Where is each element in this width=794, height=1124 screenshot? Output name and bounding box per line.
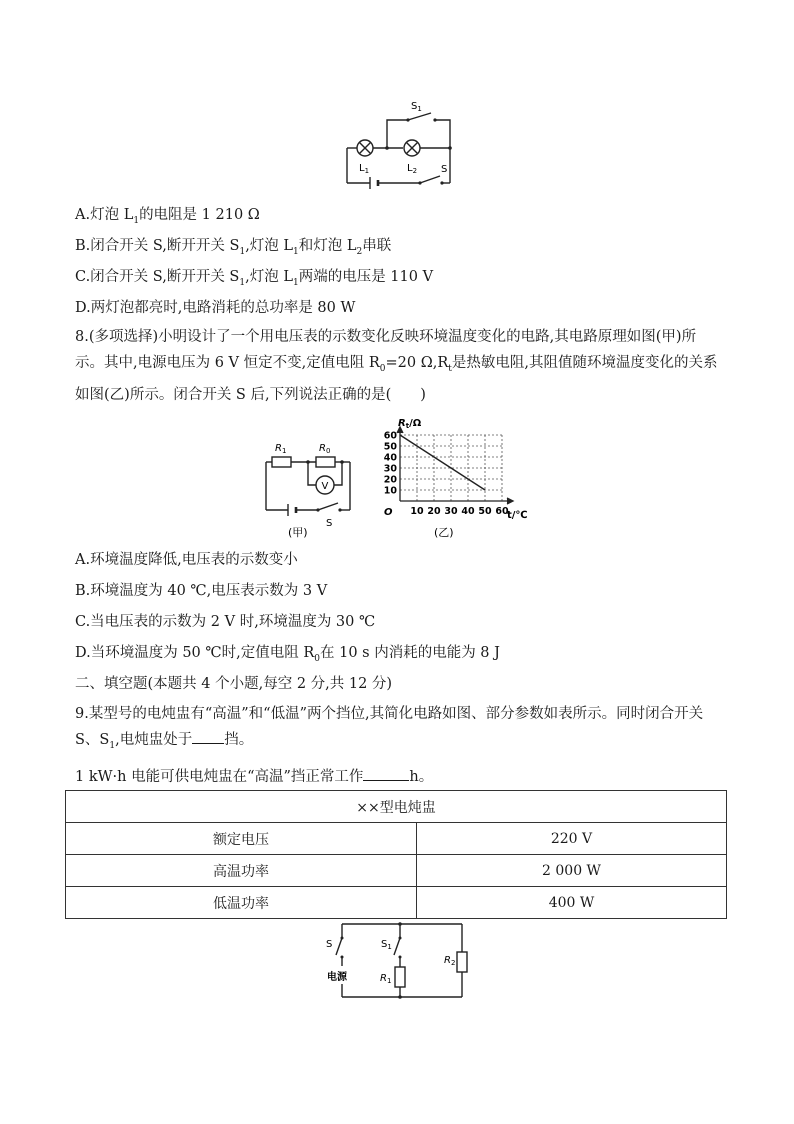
- table-row: [66, 823, 727, 855]
- chart-series-line: [400, 435, 485, 490]
- table-row: [66, 855, 727, 887]
- q8-option-b: B.环境温度为 40 ℃,电压表示数为 3 V: [75, 583, 328, 599]
- chart-y-tick-label: 60: [383, 430, 397, 442]
- q7-option-d: D.两灯泡都亮时,电路消耗的总功率是 80 W: [75, 300, 356, 316]
- chart-x-tick-label: 30: [444, 506, 458, 517]
- circuit-diagram-jia: [258, 432, 368, 537]
- label-r0: $R_0$: [319, 443, 331, 455]
- label-switch: S: [326, 518, 333, 529]
- table-cell: 低温功率: [66, 887, 417, 919]
- table-cell: 2 000 W: [417, 855, 727, 887]
- label-r1: $R_1$: [380, 973, 392, 985]
- chart-y-tick-label: 30: [383, 463, 397, 475]
- q9-line2: 1 kW·h 电能可供电炖盅在“高温”挡正常工作 h。: [75, 766, 433, 787]
- caption-yi: (乙): [434, 526, 454, 539]
- label-r1: $R_1$: [275, 443, 287, 455]
- q8-option-a: A.环境温度降低,电压表的示数变小: [75, 552, 298, 568]
- chart-x-tick-label: 20: [427, 506, 441, 517]
- table-row: [66, 887, 727, 919]
- table-cell: 额定电压: [66, 823, 417, 855]
- circuit-diagram-lamps: [340, 95, 470, 195]
- circuit-diagram-cooker: [322, 922, 482, 1002]
- table-cell: 高温功率: [66, 855, 417, 887]
- chart-rt-vs-temperature: [368, 417, 533, 542]
- chart-y-tick-label: 10: [383, 485, 397, 497]
- label-s1: $S_1$: [381, 939, 392, 951]
- section-heading: 二、填空题(本题共 4 个小题,每空 2 分,共 12 分): [75, 676, 393, 692]
- label-l1: $L_1$: [359, 163, 370, 175]
- chart-x-tick-label: 10: [410, 506, 424, 517]
- chart-y-tick-label: 40: [383, 452, 397, 464]
- label-s1: $S_1$: [411, 101, 422, 113]
- q7-option-c: C.闭合开关 S,断开开关 $S_1$,灯泡 $L_1$两端的电压是 110 V: [75, 269, 434, 288]
- spec-table: [65, 790, 727, 919]
- label-l2: $L_2$: [407, 163, 418, 175]
- answer-blank-2[interactable]: [363, 766, 409, 781]
- chart-x-tick-label: 60: [495, 506, 509, 517]
- q7-option-a: A.灯泡 $L_1$的电阻是 1 210 Ω: [75, 207, 260, 226]
- answer-blank-1[interactable]: [192, 729, 224, 744]
- table-title: ××型电炖盅: [66, 791, 727, 823]
- label-r2: $R_2$: [444, 955, 456, 967]
- chart-y-label: $R_t/\Omega$: [398, 418, 422, 430]
- table-cell: 400 W: [417, 887, 727, 919]
- label-voltmeter: V: [321, 481, 329, 492]
- chart-y-tick-label: 50: [383, 441, 397, 453]
- q7-option-b: B.闭合开关 S,断开开关 $S_1$,灯泡 $L_1$和灯泡 $L_2$串联: [75, 238, 392, 257]
- table-cell: 220 V: [417, 823, 727, 855]
- chart-x-tick-label: 50: [478, 506, 492, 517]
- chart-y-tick-label: 20: [383, 474, 397, 486]
- chart-x-tick-label: 40: [461, 506, 475, 517]
- caption-jia: (甲): [288, 526, 308, 539]
- chart-x-label: t/℃: [507, 510, 528, 521]
- label-power-source: 电源: [327, 972, 347, 983]
- q8-option-c: C.当电压表的示数为 2 V 时,环境温度为 30 ℃: [75, 614, 376, 630]
- q8-option-d: D.当环境温度为 50 ℃时,定值电阻 $R_0$在 10 s 内消耗的电能为 8 J: [75, 645, 500, 664]
- q8-stem: 8.(多项选择)小明设计了一个用电压表的示数变化反映环境温度变化的电路,其电路原理如图(甲)所示。其中,电源电压为 6 V 恒定不变,定值电阻 $R_0=20$ $\Omega,R_t$是热敏电阻,其阻值随环境温度变化的关系如图(乙)所示。闭合开关 S 后,下列说法正确的是( ): [75, 329, 718, 403]
- label-s: S: [441, 164, 448, 175]
- q9-stem: 9.某型号的电炖盅有“高温”和“低温”两个挡位,其简化电路如图、部分参数如表所示。同时闭合开关 S、$S_1$,电炖盅处于 挡。: [75, 706, 704, 751]
- chart-origin: O: [384, 507, 393, 518]
- label-s: S: [326, 939, 333, 950]
